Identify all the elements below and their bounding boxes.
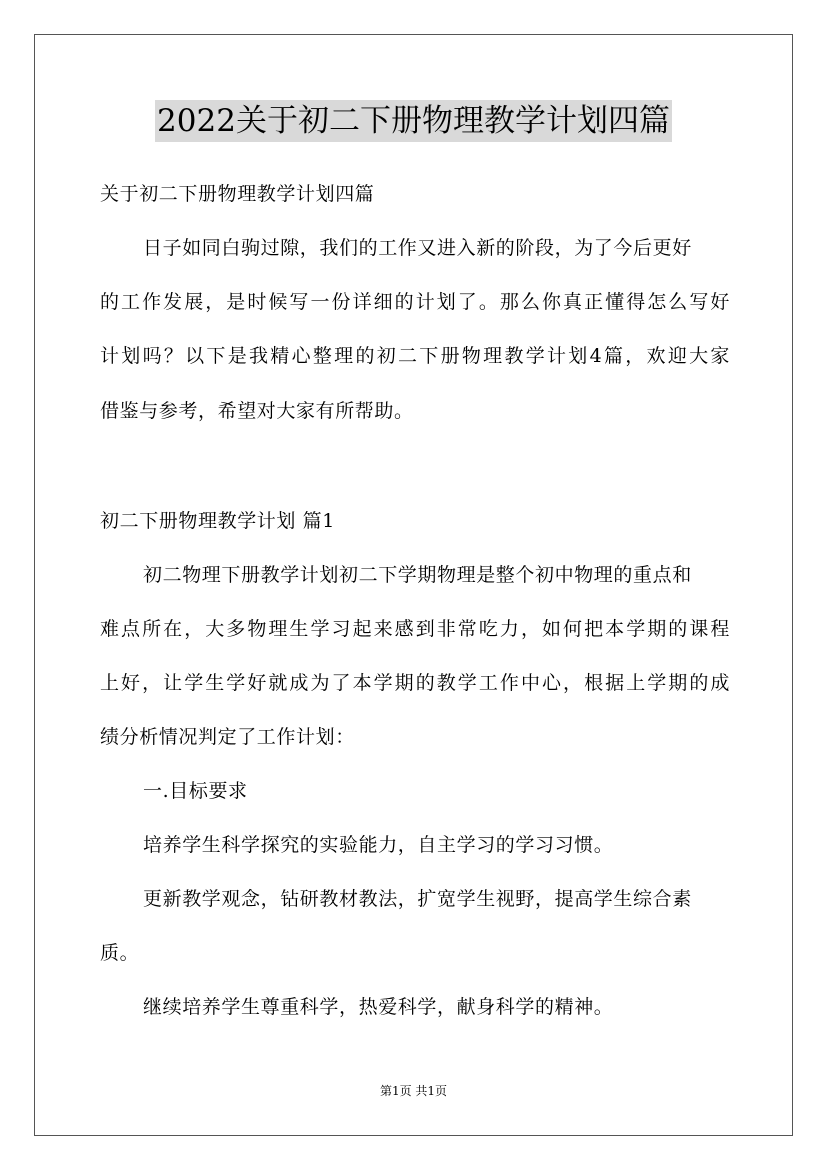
goal-item: 培养学生科学探究的实验能力，自主学习的学习习惯。 bbox=[143, 834, 614, 856]
intro-paragraph-line: 计划吗？以下是我精心整理的初二下册物理教学计划4篇，欢迎大家 bbox=[100, 345, 730, 367]
section-heading: 初二下册物理教学计划 篇1 bbox=[100, 510, 335, 532]
section-paragraph-line: 上好，让学生学好就成为了本学期的教学工作中心，根据上学期的成 bbox=[100, 672, 730, 694]
intro-paragraph-line: 日子如同白驹过隙，我们的工作又进入新的阶段，为了今后更好 bbox=[143, 237, 692, 259]
section-paragraph-line: 难点所在，大多物理生学习起来感到非常吃力，如何把本学期的课程 bbox=[100, 618, 730, 640]
section-paragraph-line: 绩分析情况判定了工作计划： bbox=[100, 726, 355, 748]
goal-item: 更新教学观念，钻研教材教法，扩宽学生视野，提高学生综合素 bbox=[143, 888, 692, 910]
goal-item-continuation: 质。 bbox=[100, 942, 140, 964]
goal-item: 继续培养学生尊重科学，热爱科学，献身科学的精神。 bbox=[143, 996, 614, 1018]
intro-paragraph-line: 借鉴与参考，希望对大家有所帮助。 bbox=[100, 400, 414, 422]
document-subtitle: 关于初二下册物理教学计划四篇 bbox=[100, 183, 375, 205]
page-footer: 第1页 共1页 bbox=[379, 1084, 448, 1098]
intro-paragraph-line: 的工作发展，是时候写一份详细的计划了。那么你真正懂得怎么写好 bbox=[100, 291, 730, 313]
document-title: 2022关于初二下册物理教学计划四篇 bbox=[155, 100, 672, 142]
goal-heading: 一.目标要求 bbox=[143, 780, 248, 802]
title-container bbox=[0, 100, 827, 142]
section-paragraph-line: 初二物理下册教学计划初二下学期物理是整个初中物理的重点和 bbox=[143, 564, 692, 586]
